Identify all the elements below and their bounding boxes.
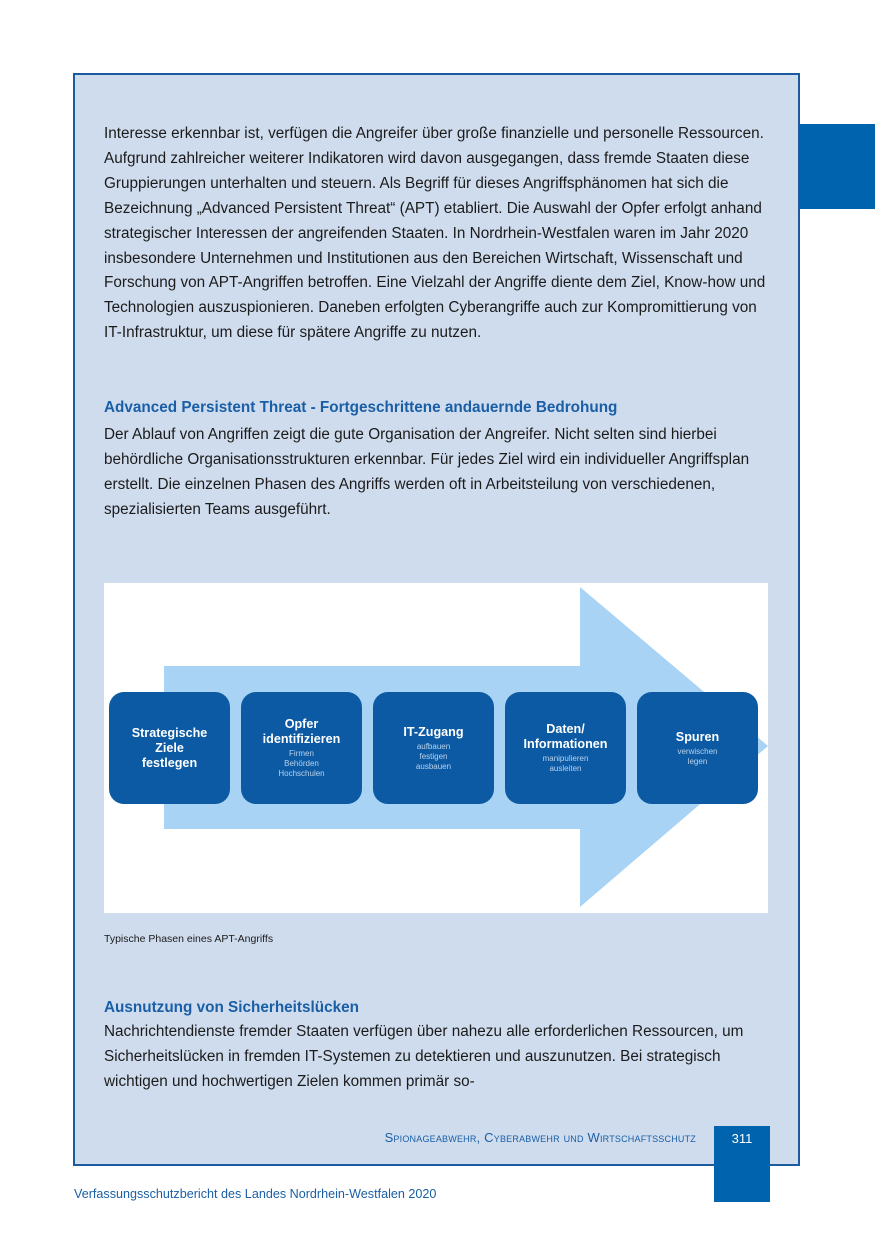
phase-box-3 [373,692,494,804]
page-number: 311 [731,1131,753,1146]
phase-box-5 [637,692,758,804]
phase-box-4 [505,692,626,804]
phase-sub-3: aufbauen festigen ausbauen [415,741,452,771]
phase-box-1 [109,692,230,804]
phase-title-2: Opfer identifizieren [262,717,341,746]
apt-phases-diagram [104,583,768,913]
phase-title-1: Strategische Ziele festlegen [131,725,208,770]
intro-paragraph: Interesse erkennbar ist, verfügen die Angreifer über große finanzielle und personelle Ressourcen. Aufgrund zahlreicher weiterer Indikatoren wird davon ausgegangen, dass fremde Staaten diese Gruppierungen unterhalten und steuern. Als Begriff für dieses Angriffsphänomen hat sich die Bezeichnung „Advanced Persistent Threat“ (APT) etabliert. Die Auswahl der Opfer erfolgt anhand strategischer Interessen der angreifenden Staaten. In Nordrhein-Westfalen waren im Jahr 2020 insbesondere Unternehmen und Institutionen aus den Bereichen Wirtschaft, Wissenschaft und Forschung von APT-Angriffen betroffen. Eine Vielzahl der Angriffe diente dem Ziel, Know-how und Technologien auszuspionieren. Daneben erfolgten Cyberangriffe auch zur Kompromittierung von IT-Infrastruktur, um diese für spätere Angriffe zu nutzen. [104,125,766,342]
exploits-paragraph: Nachrichtendienste fremder Staaten verfügen über nahezu alle erforderlichen Ressourcen, um Sicherheitslücken in fremden IT-Systemen zu detektieren und auszunutzen. Bei strategisch wichtigen und hochwertigen Zielen kommen primär so- [104,1023,744,1090]
phase-sub-5: verwischen legen [677,746,718,766]
chapter-title: Spionageabwehr, Cyberabwehr und Wirtschaftsschutz [384,1130,696,1145]
apt-paragraph: Der Ablauf von Angriffen zeigt die gute Organisation der Angreifer. Nicht selten sind hierbei behördliche Organisationsstrukturen erkennbar. Für jedes Ziel wird ein individueller Angriffsplan erstellt. Die einzelnen Phasen des Angriffs werden oft in Arbeitsteilung von verschiedenen, spezialisierten Teams ausgeführt. [104,426,750,518]
report-title-footer: Verfassungsschutzbericht des Landes Nordrhein-Westfalen 2020 [74,1187,437,1201]
phase-title-3: IT-Zugang [403,724,464,739]
chapter-tab-marker [799,124,875,209]
diagram-caption: Typische Phasen eines APT-Angriffs [104,933,274,945]
page-number-box [714,1126,770,1202]
phase-sub-4: manipulieren ausleiten [542,754,589,773]
phase-title-5: Spuren [675,729,720,744]
phase-title-4: Daten/ Informationen [523,722,608,751]
exploits-heading: Ausnutzung von Sicherheitslücken [104,999,359,1016]
phase-box-2 [241,692,362,804]
apt-heading: Advanced Persistent Threat - Fortgeschrittene andauernde Bedrohung [104,399,618,416]
phase-sub-2: Firmen Behörden Hochschulen [278,749,325,778]
